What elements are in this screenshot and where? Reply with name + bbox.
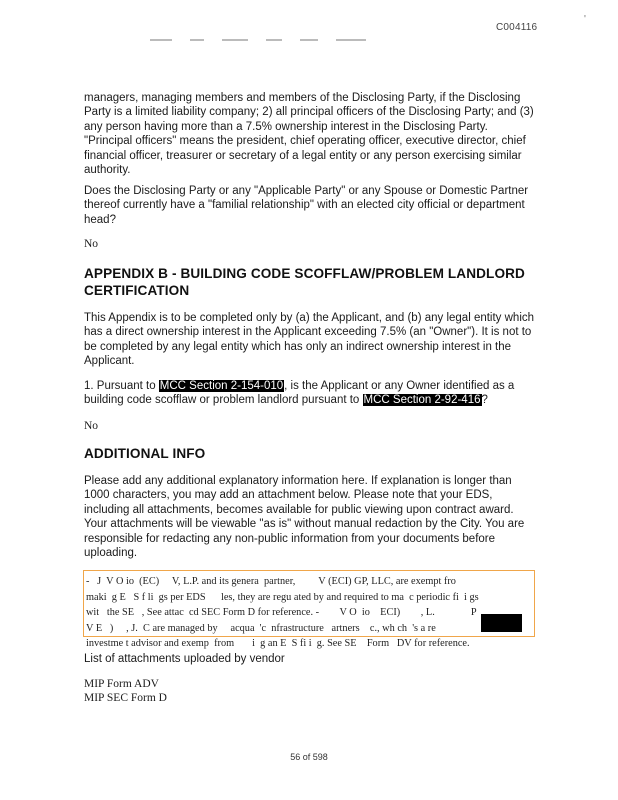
redaction-block (481, 614, 522, 632)
scofflaw-question (84, 379, 536, 408)
explanation-line: maki g E S f li gs per EDS les, they are regu ated by and required to ma c periodic fi i gs (86, 591, 479, 603)
appendix-b-heading: APPENDIX B - BUILDING CODE SCOFFLAW/PROBLEM LANDLORD CERTIFICATION (84, 266, 525, 298)
familial-answer-block (84, 237, 536, 251)
attachments-label-block (84, 652, 536, 666)
additional-info-description-block (84, 474, 536, 560)
intro-paragraph-block (84, 91, 536, 177)
attachments-list (84, 677, 536, 706)
explanation-line: V E ) , J. C are managed by acqua 'c nfrastructure artners c., wh ch 's a re (86, 622, 436, 634)
page-number: 56 of 598 (290, 752, 328, 762)
appendix-b-description-block (84, 311, 536, 369)
explanation-line: - J V O io (EC) V, L.P. and its genera partner, V (ECI) GP, LLC, are exempt fro (86, 576, 456, 587)
scofflaw-answer-block (84, 419, 536, 433)
mcc-section-link-1[interactable]: MCC Section 2-154-010 (159, 380, 284, 392)
question-text-part3: ? (481, 394, 488, 407)
familial-question: Does the Disclosing Party or any "Applicable Party" or any Spouse or Domestic Partner thereof currently have a "familial relationship" with an elected city official or department head? (84, 185, 529, 226)
question-text-part1: 1. Pursuant to (84, 380, 159, 392)
familial-answer: No (84, 238, 99, 250)
mcc-section-link-2[interactable]: MCC Section 2-92-416 (363, 394, 481, 407)
attachment-item[interactable]: MIP SEC Form D (84, 692, 167, 705)
familial-question-block (84, 184, 536, 227)
additional-info-heading: ADDITIONAL INFO (84, 446, 206, 461)
scofflaw-question-block (84, 379, 536, 408)
document-id: C004116 (496, 22, 538, 33)
attachment-item[interactable]: MIP Form ADV (84, 678, 159, 690)
scofflaw-answer: No (84, 420, 99, 432)
additional-info-heading-block (84, 445, 536, 462)
explanation-text (86, 574, 532, 652)
corner-mark: ' (584, 14, 586, 25)
additional-info-description: Please add any additional explanatory information here. If explanation is longer than 1000 characters, you may add an attachment below. Please note that your EDS, including all attachments, becomes available for public viewing upon contract award. Your attachments will be viewable "as is" without manual redaction by the City. You are responsible for redacting any non-public information from your documents before uploading. (84, 475, 525, 560)
question-text-part2: , is the Applicant or any Owner identified as a building code scofflaw or problem landlord pursuant to (84, 380, 515, 407)
appendix-b-heading-block (84, 265, 536, 299)
scanned-header-strip (150, 31, 440, 37)
explanation-line: investme t advisor and exemp from i g an E S fi i g. See SE Form DV for reference. (86, 638, 470, 649)
attachments-label: List of attachments uploaded by vendor (84, 653, 285, 665)
appendix-b-description: This Appendix is to be completed only by (a) the Applicant, and (b) any legal entity which has a direct ownership interest in the Applicant exceeding 7.5% (an "Owner"). It is not to be completed by any legal entity which has only an indirect ownership interest in the Applicant. (84, 312, 535, 368)
explanation-line: wit the SE , See attac cd SEC Form D for reference. - V O io ECI) , L. P (86, 607, 477, 618)
intro-paragraph: managers, managing members and members of the Disclosing Party, if the Disclosing Party is a limited liability company; 2) all principal officers of the Disclosing Party; and (3) any person having more than a 7.5% ownership interest in the Disclosing Party. "Principal officers" means the president, chief operating officer, executive director, chief financial officer, treasurer or secretary of a legal entity or any person exercising similar authority. (84, 92, 534, 177)
